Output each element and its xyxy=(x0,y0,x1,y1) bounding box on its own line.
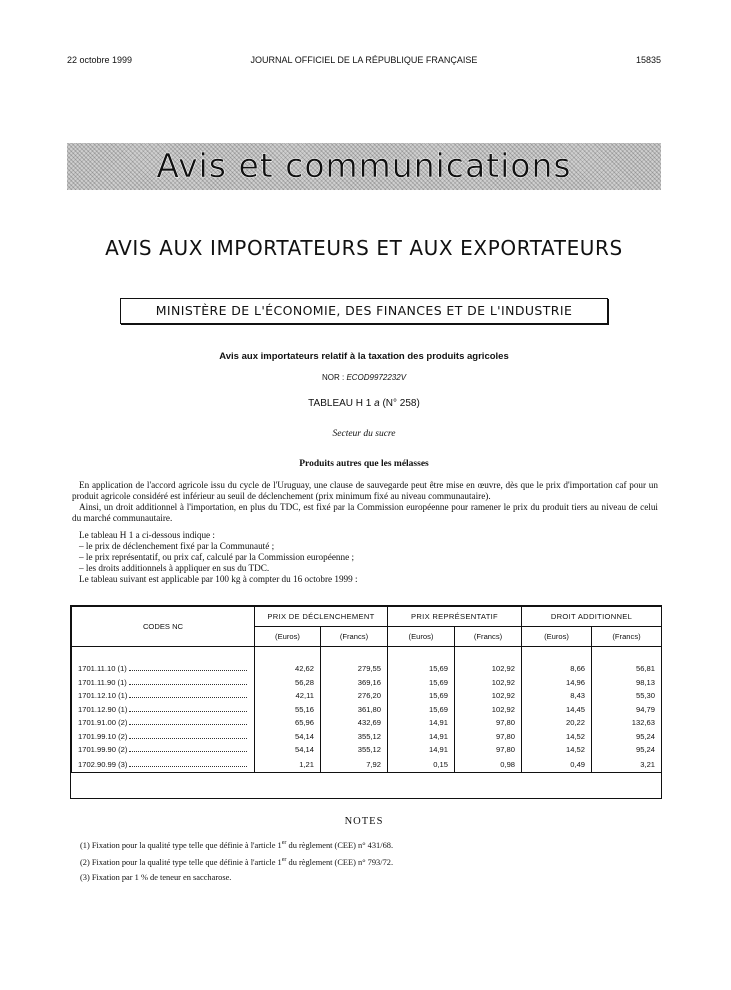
value-cell: 56,28 xyxy=(255,676,321,690)
header-journal-title: JOURNAL OFFICIEL DE LA RÉPUBLIQUE FRANÇAISE xyxy=(250,55,478,65)
value-cell: 0,98 xyxy=(455,757,522,773)
value-cell: 132,63 xyxy=(592,716,662,730)
value-cell: 0,49 xyxy=(522,757,592,773)
sector-heading: Secteur du sucre xyxy=(332,429,396,439)
note-2-text: (2) Fixation pour la qualité type telle que définie à l'article 1 xyxy=(80,857,282,867)
note-2-end: du règlement (CEE) n° 793/72. xyxy=(286,857,394,867)
note-1-text: (1) Fixation pour la qualité type telle que définie à l'article 1 xyxy=(80,840,282,850)
codes-table xyxy=(70,605,662,799)
nor-code: ECOD9972232V xyxy=(346,373,407,382)
value-cell: 55,16 xyxy=(255,703,321,717)
table-row xyxy=(72,703,662,717)
code-cell: 1701.12.90 (1) xyxy=(78,704,128,714)
value-cell: 55,30 xyxy=(592,689,662,703)
unit-euros: (Euros) xyxy=(255,627,321,647)
notes-list xyxy=(80,836,640,885)
value-cell: 102,92 xyxy=(455,703,522,717)
value-cell: 14,96 xyxy=(522,676,592,690)
table-row xyxy=(72,757,662,773)
value-cell: 56,81 xyxy=(592,662,662,676)
nor-reference xyxy=(67,373,661,382)
table-row xyxy=(72,730,662,744)
value-cell: 97,80 xyxy=(455,730,522,744)
value-cell: 14,91 xyxy=(388,716,455,730)
note-1 xyxy=(80,836,640,853)
value-cell: 102,92 xyxy=(455,689,522,703)
value-cell: 7,92 xyxy=(321,757,388,773)
paragraph-3: Le tableau H 1 a ci-dessous indique : xyxy=(79,530,215,540)
value-cell: 3,21 xyxy=(592,757,662,773)
value-cell: 8,43 xyxy=(522,689,592,703)
header-page-number: 15835 xyxy=(635,55,661,65)
value-cell: 102,92 xyxy=(455,662,522,676)
value-cell: 8,66 xyxy=(522,662,592,676)
notes-title: NOTES xyxy=(344,816,384,827)
header-date: 22 octobre 1999 xyxy=(67,55,133,65)
paragraph-2: Ainsi, un droit additionnel à l'importation, en plus du TDC, est fixé par la Commission européenne pour ramener le prix du produit tiers au niveau de celui du marché communautaire. xyxy=(72,502,658,523)
paragraph-1: En application de l'accord agricole issu du cycle de l'Uruguay, une clause de sauvegarde peut être mise en œuvre, dès que le prix d'importation caf pour un produit agricole considéré est inférieur au seuil de déclenchement (prix minimum fixé au niveau communautaire). xyxy=(72,480,658,501)
bullet-3: – les droits additionnels à appliquer en sus du TDC. xyxy=(79,563,270,573)
tableau-prefix: TABLEAU H 1 xyxy=(308,398,372,409)
note-3: (3) Fixation par 1 % de teneur en saccharose. xyxy=(80,872,232,882)
note-1-sup: er xyxy=(281,840,287,846)
code-cell: 1701.99.10 (2) xyxy=(78,731,128,741)
header-droit-additionnel: DROIT ADDITIONNEL xyxy=(522,607,662,627)
code-cell: 1701.11.90 (1) xyxy=(78,677,127,687)
banner-title: Avis et communications xyxy=(156,146,572,185)
code-cell: 1702.90.99 (3) xyxy=(78,759,128,769)
code-cell: 1701.91.00 (2) xyxy=(78,718,128,728)
code-cell: 1701.99.90 (2) xyxy=(78,745,128,755)
value-cell: 42,62 xyxy=(255,662,321,676)
table-row xyxy=(72,662,662,676)
table-row xyxy=(72,689,662,703)
bullet-1: – le prix de déclenchement fixé par la Communauté ; xyxy=(79,541,275,551)
header-prix-representatif: PRIX REPRÉSENTATIF xyxy=(388,607,522,627)
ministry-name: MINISTÈRE DE L'ÉCONOMIE, DES FINANCES ET DE L'INDUSTRIE xyxy=(155,303,573,318)
code-cell: 1701.11.10 (1) xyxy=(78,664,127,674)
unit-euros: (Euros) xyxy=(522,627,592,647)
value-cell: 102,92 xyxy=(455,676,522,690)
value-cell: 0,15 xyxy=(388,757,455,773)
table-row xyxy=(72,743,662,757)
header-codes-nc: CODES NC xyxy=(72,607,255,647)
value-cell: 20,22 xyxy=(522,716,592,730)
unit-euros: (Euros) xyxy=(388,627,455,647)
value-cell: 14,52 xyxy=(522,743,592,757)
tableau-letter: a xyxy=(374,398,380,409)
value-cell: 361,80 xyxy=(321,703,388,717)
unit-francs: (Francs) xyxy=(455,627,522,647)
unit-francs: (Francs) xyxy=(321,627,388,647)
value-cell: 15,69 xyxy=(388,703,455,717)
value-cell: 98,13 xyxy=(592,676,662,690)
unit-francs: (Francs) xyxy=(592,627,662,647)
value-cell: 65,96 xyxy=(255,716,321,730)
nor-label: NOR : xyxy=(321,373,345,382)
section-title: AVIS AUX IMPORTATEURS ET AUX EXPORTATEURS xyxy=(105,236,623,260)
note-2-sup: er xyxy=(281,856,287,863)
value-cell: 276,20 xyxy=(321,689,388,703)
value-cell: 14,91 xyxy=(388,743,455,757)
table-row xyxy=(72,676,662,690)
page-header xyxy=(67,55,661,69)
value-cell: 432,69 xyxy=(321,716,388,730)
table-row xyxy=(72,716,662,730)
value-cell: 14,52 xyxy=(522,730,592,744)
note-2 xyxy=(80,853,640,870)
note-1-end: du règlement (CEE) n° 431/68. xyxy=(286,840,394,850)
products-heading: Produits autres que les mélasses xyxy=(299,459,429,469)
ministry-box xyxy=(120,298,608,324)
bullet-2: – le prix représentatif, ou prix caf, calculé par la Commission européenne ; xyxy=(79,552,355,562)
value-cell: 54,14 xyxy=(255,743,321,757)
value-cell: 15,69 xyxy=(388,662,455,676)
value-cell: 94,79 xyxy=(592,703,662,717)
value-cell: 97,80 xyxy=(455,743,522,757)
value-cell: 15,69 xyxy=(388,676,455,690)
value-cell: 369,16 xyxy=(321,676,388,690)
paragraph-4: Le tableau suivant est applicable par 100 kg à compter du 16 octobre 1999 : xyxy=(79,574,358,584)
value-cell: 279,55 xyxy=(321,662,388,676)
value-cell: 97,80 xyxy=(455,716,522,730)
value-cell: 355,12 xyxy=(321,743,388,757)
banner xyxy=(67,143,661,190)
code-cell: 1701.12.10 (1) xyxy=(78,691,128,701)
value-cell: 1,21 xyxy=(255,757,321,773)
body-text xyxy=(72,480,658,524)
tableau-heading xyxy=(67,398,661,409)
value-cell: 42,11 xyxy=(255,689,321,703)
value-cell: 95,24 xyxy=(592,743,662,757)
header-prix-declenchement: PRIX DE DÉCLENCHEMENT xyxy=(255,607,388,627)
value-cell: 15,69 xyxy=(388,689,455,703)
notice-title: Avis aux importateurs relatif à la taxation des produits agricoles xyxy=(219,351,509,362)
value-cell: 355,12 xyxy=(321,730,388,744)
value-cell: 95,24 xyxy=(592,730,662,744)
value-cell: 14,91 xyxy=(388,730,455,744)
tableau-number: (N° 258) xyxy=(382,398,420,409)
body-list xyxy=(72,530,658,585)
value-cell: 54,14 xyxy=(255,730,321,744)
value-cell: 14,45 xyxy=(522,703,592,717)
